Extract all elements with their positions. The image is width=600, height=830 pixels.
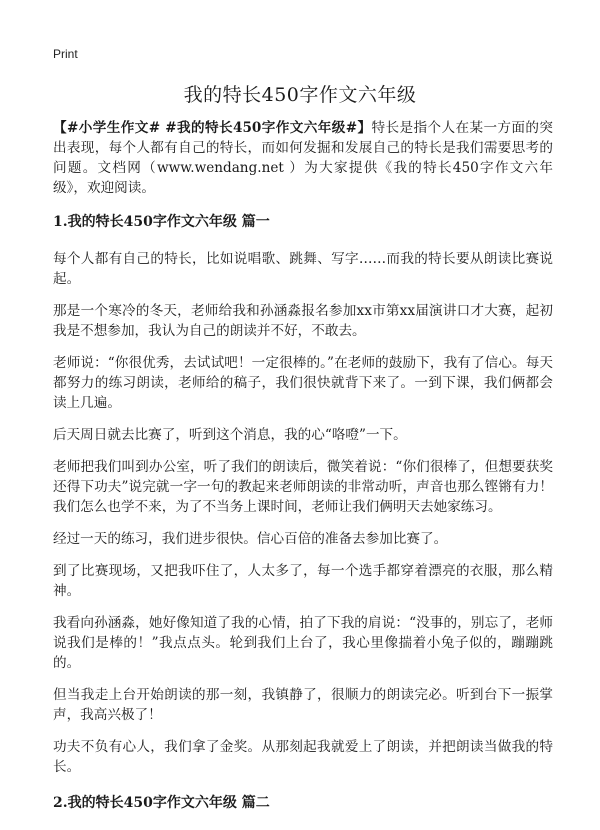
paragraph: 但当我走上台开始朗读的那一刻，我镇静了，很顺力的朗读完必。听到台下一振掌声，我高兴极了！ bbox=[53, 687, 553, 723]
paragraph: 功夫不负有心人，我们拿了金奖。从那刻起我就爱上了朗读，并把朗读当做我的特长。 bbox=[53, 739, 553, 775]
paragraph: 经过一天的练习，我们进步很快。信心百倍的准备去参加比赛了。 bbox=[53, 531, 448, 547]
paragraph: 那是一个寒冷的冬天，老师给我和孙涵淼报名参加xx市第xx届演讲口才大赛，起初我是不想参加，我认为自己的朗读并不好，不敢去。 bbox=[53, 303, 553, 339]
document-body bbox=[53, 118, 553, 830]
document-title: 我的特长450字作文六年级 bbox=[183, 84, 417, 106]
print-link[interactable]: Print bbox=[53, 47, 78, 61]
section-heading-2: 2.我的特长450字作文六年级 篇二 bbox=[53, 795, 270, 811]
intro-tag: 【#小学生作文# #我的特长450字作文六年级#】 bbox=[53, 120, 372, 136]
paragraph: 到了比赛现场，又把我吓住了，人太多了，每一个选手都穿着漂亮的衣服，那么精神。 bbox=[53, 563, 553, 599]
paragraph: 老师说：“你很优秀，去试试吧！一定很棒的。”在老师的鼓励下，我有了信心。每天都努力的练习朗读，老师给的稿子，我们很快就背下来了。一到下课，我们俩都会读上几遍。 bbox=[53, 355, 553, 411]
intro-paragraph bbox=[53, 118, 553, 198]
section-heading-1: 1.我的特长450字作文六年级 篇一 bbox=[53, 214, 270, 230]
paragraph: 每个人都有自己的特长，比如说唱歌、跳舞、写字……而我的特长要从朗读比赛说起。 bbox=[53, 251, 553, 287]
paragraph: 后天周日就去比赛了，听到这个消息，我的心“咯噔”一下。 bbox=[53, 427, 407, 443]
paragraph: 我看向孙涵淼，她好像知道了我的心情，拍了下我的肩说：“没事的，别忘了，老师说我们是棒的！”我点点头。轮到我们上台了，我心里像揣着小兔子似的，蹦蹦跳的。 bbox=[53, 615, 553, 671]
intro-text: 特长是指个人在某一方面的突出表现，每个人都有自己的特长，而如何发掘和发展自己的特长是我们需要思考的问题。文档网（www.wendang.net ）为大家提供《我的特长450字作文六年级》，欢迎阅读。 bbox=[53, 120, 554, 196]
paragraph: 老师把我们叫到办公室，听了我们的朗读后，微笑着说：“你们很棒了，但想要获奖还得下功夫”说完就一字一句的教起来老师朗读的非常动听，声音也那么铿锵有力！我们怎么也学不来，为了不当务上课时间，老师让我们俩明天去她家练习。 bbox=[53, 459, 553, 515]
